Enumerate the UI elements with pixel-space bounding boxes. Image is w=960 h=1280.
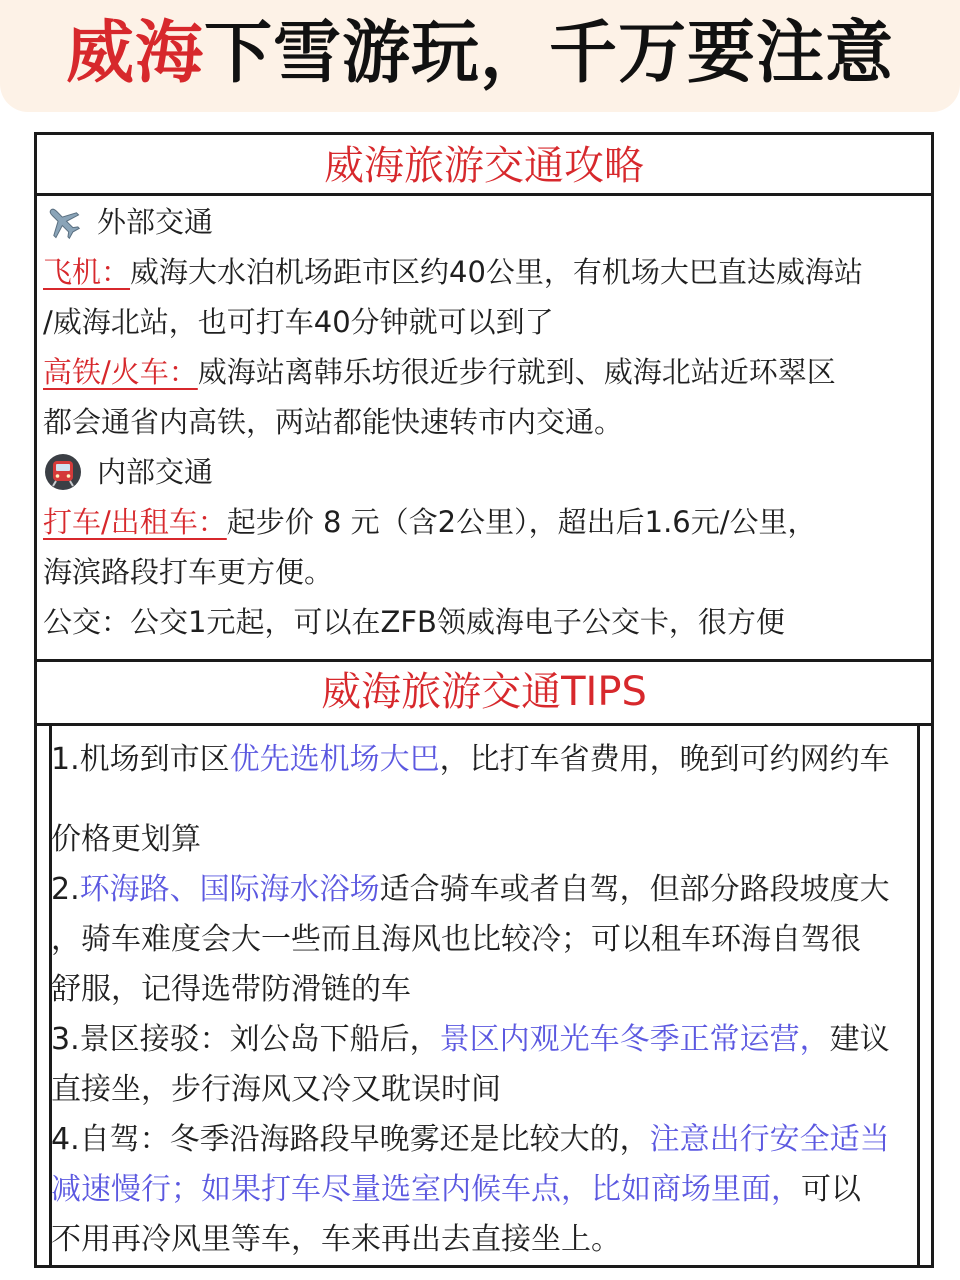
transport-guide-section bbox=[43, 197, 927, 647]
metro-icon bbox=[43, 452, 83, 492]
tip4-line-1 bbox=[51, 1115, 921, 1165]
tip1-line-1 bbox=[51, 735, 921, 785]
airplane-icon bbox=[43, 202, 83, 242]
tip2-highlight: 环海路、国际海水浴场 bbox=[79, 872, 380, 907]
plane-text: 威海大水泊机场距市区约40公里，有机场大巴直达威海站 bbox=[130, 255, 863, 289]
guide-table bbox=[34, 132, 934, 1268]
external-transport-heading bbox=[43, 197, 927, 247]
train-line-1 bbox=[43, 347, 927, 397]
page-title bbox=[0, 8, 960, 100]
plane-line-2: /威海北站，也可打车40分钟就可以到了 bbox=[43, 305, 554, 339]
taxi-text: 起步价 8 元（含2公里），超出后1.6元/公里， bbox=[226, 505, 817, 539]
external-transport-title: 外部交通 bbox=[97, 205, 214, 239]
taxi-line-2: 海滨路段打车更方便。 bbox=[43, 555, 334, 589]
tip2-line-2: ，骑车难度会大一些而且海风也比较冷；可以租车环海自驾很 bbox=[51, 922, 861, 957]
train-line-2: 都会通省内高铁，两站都能快速转市内交通。 bbox=[43, 405, 624, 439]
tip4-highlight-2: 减速慢行；如果打车尽量选室内候车点，比如商场里面， bbox=[51, 1172, 801, 1207]
title-rest: 下雪游玩，千万要注意 bbox=[204, 14, 895, 93]
divider bbox=[37, 723, 931, 726]
tip4-highlight: 注意出行安全适当 bbox=[649, 1122, 890, 1157]
train-text: 威海站离韩乐坊很近步行就到、威海北站近环翠区 bbox=[197, 355, 836, 389]
internal-transport-title: 内部交通 bbox=[97, 455, 214, 489]
tip4-line-3: 不用再冷风里等车，车来再出去直接坐上。 bbox=[51, 1222, 621, 1257]
tip3-text-c: 建议 bbox=[829, 1022, 890, 1057]
tip4-text-d: 可以 bbox=[801, 1172, 861, 1207]
taxi-line-1 bbox=[43, 497, 927, 547]
tip1-highlight: 优先选机场大巴 bbox=[229, 742, 440, 777]
train-label: 高铁/火车： bbox=[43, 355, 198, 389]
tip4-text-a: 4.自驾：冬季沿海路段早晚雾还是比较大的， bbox=[51, 1122, 650, 1157]
tip2-line-3: 舒服，记得选带防滑链的车 bbox=[51, 972, 411, 1007]
divider bbox=[37, 659, 931, 662]
tip2-line-1 bbox=[51, 865, 921, 915]
tip3-highlight: 景区内观光车冬季正常运营， bbox=[439, 1022, 830, 1057]
title-banner bbox=[0, 0, 960, 112]
section1-heading: 威海旅游交通攻略 bbox=[324, 143, 644, 189]
section2-heading: 威海旅游交通TIPS bbox=[321, 669, 647, 715]
tip1-line-2: 价格更划算 bbox=[51, 822, 201, 857]
tip2-text-a: 2. bbox=[51, 872, 80, 907]
internal-transport-heading bbox=[43, 447, 927, 497]
plane-label: 飞机： bbox=[43, 255, 131, 289]
tip1-text-a: 1.机场到市区 bbox=[51, 742, 230, 777]
tip3-text-a: 3.景区接驳：刘公岛下船后， bbox=[51, 1022, 440, 1057]
divider bbox=[37, 193, 931, 196]
bus-line: 公交：公交1元起，可以在ZFB领威海电子公交卡，很方便 bbox=[43, 605, 785, 639]
tip2-text-c: 适合骑车或者自驾，但部分路段坡度大 bbox=[379, 872, 890, 907]
tip4-line-2 bbox=[51, 1165, 921, 1215]
tips-section bbox=[51, 735, 921, 1265]
title-city: 威海 bbox=[65, 14, 204, 93]
tip3-line-2: 直接坐，步行海风又冷又耽误时间 bbox=[51, 1072, 501, 1107]
taxi-label: 打车/出租车： bbox=[43, 505, 227, 539]
tip3-line-1 bbox=[51, 1015, 921, 1065]
plane-line-1 bbox=[43, 247, 927, 297]
tip1-text-c: ，比打车省费用，晚到可约网约车 bbox=[439, 742, 890, 777]
